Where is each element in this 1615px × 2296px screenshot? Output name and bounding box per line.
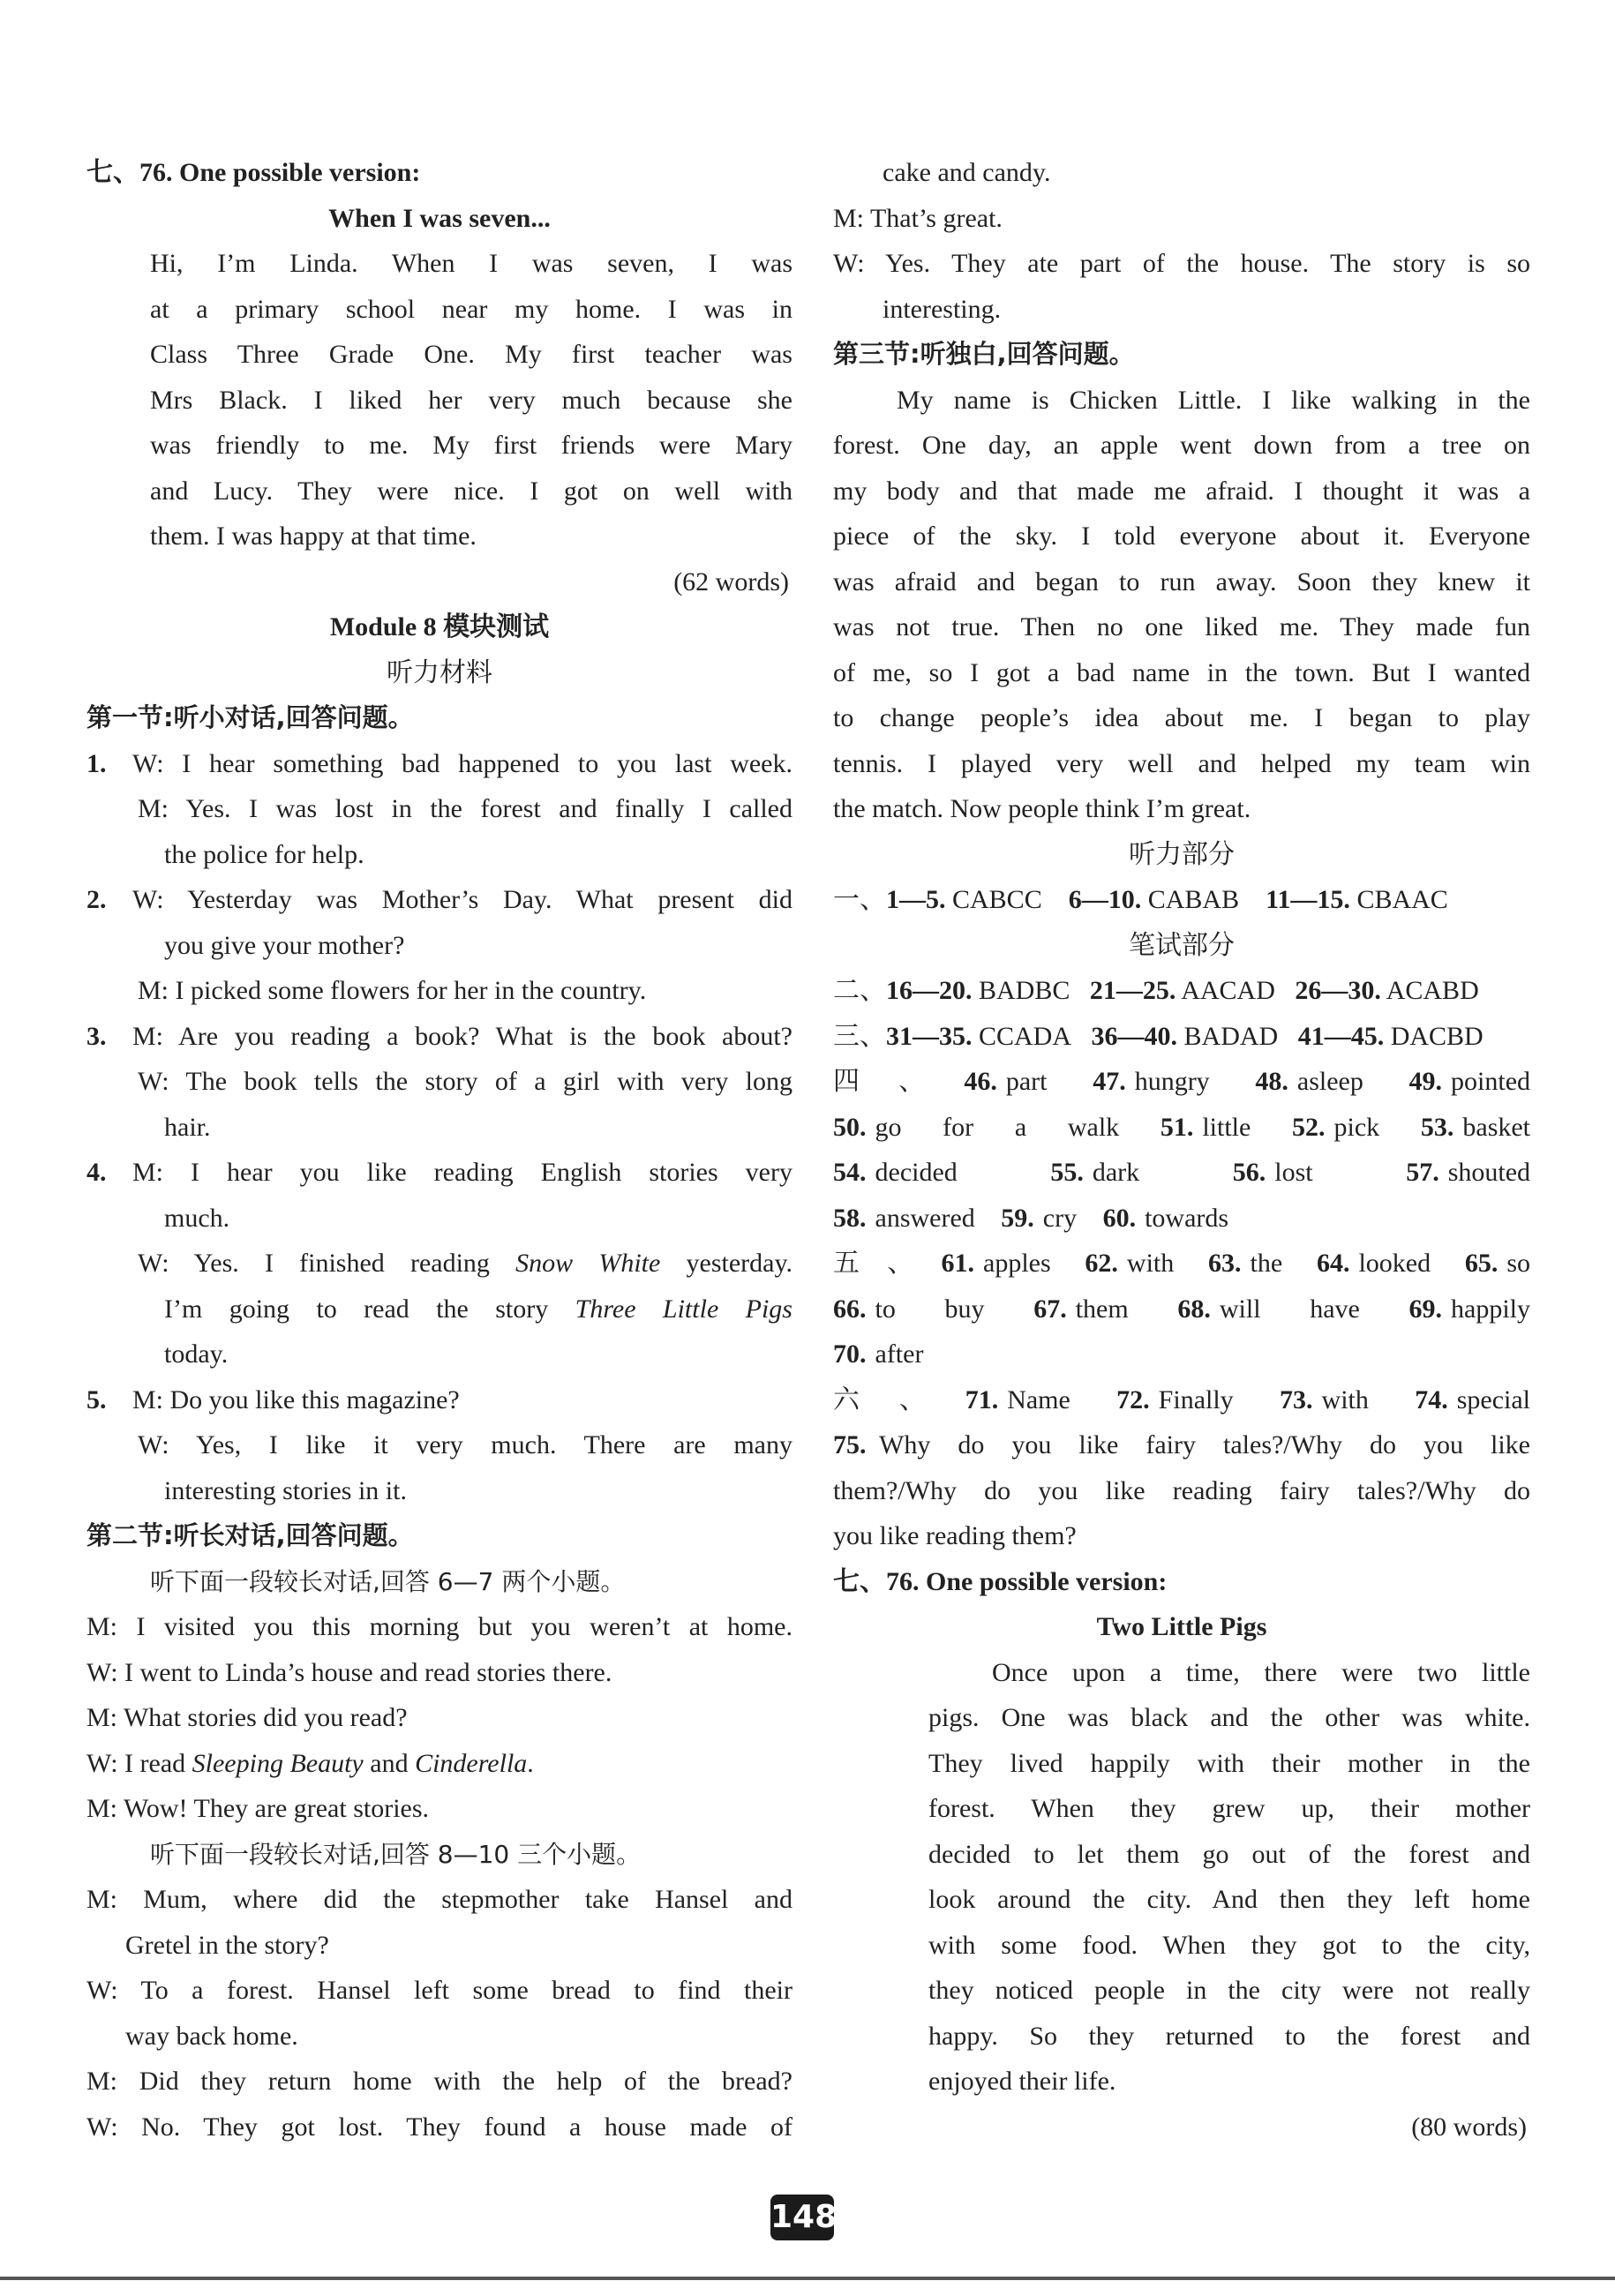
instruction: 听下面一段较长对话,回答 6—7 两个小题。 bbox=[150, 1566, 626, 1596]
essay-heading: 七、76. One possible version: bbox=[833, 1566, 1168, 1596]
dialogue-line: M: Mum, where did the stepmother take Hansel and bbox=[86, 1885, 792, 1914]
question-number: 73. bbox=[1280, 1384, 1313, 1414]
question-number: 51. bbox=[1160, 1112, 1194, 1142]
answer-value: basket bbox=[1462, 1112, 1531, 1142]
monologue-line: was not true. Then no one liked me. They made fun bbox=[833, 612, 1530, 642]
answer-line: you like reading them? bbox=[833, 1521, 1077, 1550]
question-number: 1. bbox=[86, 748, 107, 778]
answer-value: Finally bbox=[1158, 1384, 1234, 1414]
monologue-line: to change people’s idea about me. I began to play bbox=[833, 703, 1530, 732]
dialogue-line: M: What stories did you read? bbox=[86, 1703, 408, 1732]
question-number: 70. bbox=[833, 1339, 867, 1369]
listening-material-title: 听力材料 bbox=[387, 657, 492, 688]
question-line: M: I picked some flowers for her in the country. bbox=[138, 976, 647, 1005]
question-number: 61. bbox=[941, 1249, 975, 1278]
essay-line: Hi, I’m Linda. When I was seven, I was bbox=[150, 249, 792, 278]
question-number: 50. bbox=[833, 1112, 867, 1142]
monologue-line: the match. Now people think I’m great. bbox=[833, 794, 1251, 823]
dialogue-line: M: Did they return home with the help of the bread? bbox=[86, 2067, 792, 2096]
answer-row bbox=[833, 1241, 1530, 1287]
answer-value: hungry bbox=[1134, 1067, 1210, 1096]
page-number: 148 bbox=[770, 2195, 834, 2240]
answer-row: 一、1—5. CABCC 6—10. CABAB 11—15. CBAAC bbox=[833, 885, 1448, 914]
answer-group-6 bbox=[833, 1377, 1530, 1423]
essay-line: and Lucy. They were nice. I got on well with bbox=[150, 476, 792, 506]
question-line: 3. M: Are you reading a book? What is the book about? bbox=[86, 1014, 792, 1060]
essay-line: they noticed people in the city were not really bbox=[928, 1976, 1530, 2005]
monologue-line: piece of the sky. I told everyone about it. Everyone bbox=[833, 521, 1530, 551]
question-number: 46. bbox=[964, 1067, 997, 1096]
book-title: Cinderella bbox=[415, 1748, 528, 1778]
essay-line: with some food. When they got to the city, bbox=[928, 1930, 1530, 1960]
answer-value: them bbox=[1075, 1294, 1129, 1324]
answer-row bbox=[833, 1196, 1530, 1242]
question-number: 58. bbox=[833, 1203, 867, 1233]
monologue-line: was afraid and began to run away. Soon they knew it bbox=[833, 566, 1530, 597]
answer-value: pointed bbox=[1451, 1067, 1531, 1096]
question-number: 54. bbox=[833, 1158, 867, 1187]
essay-line: look around the city. And then they left home bbox=[928, 1885, 1530, 1914]
question-number: 52. bbox=[1292, 1112, 1326, 1142]
dialogue-line: way back home. bbox=[125, 2021, 298, 2051]
question-line: 4. M: I hear you like reading English stories very bbox=[86, 1150, 792, 1196]
monologue-line: my body and that made me afraid. I thought it was a bbox=[833, 476, 1530, 506]
answer-value: dark bbox=[1092, 1158, 1140, 1187]
essay-line: Class Three Grade One. My first teacher was bbox=[150, 340, 792, 369]
word-count: (62 words) bbox=[673, 566, 789, 597]
question-line: the police for help. bbox=[164, 839, 364, 869]
question-number: 60. bbox=[1102, 1203, 1137, 1233]
question-number: 72. bbox=[1116, 1384, 1150, 1414]
answer-group-4 bbox=[833, 1059, 1530, 1241]
answer-row bbox=[833, 1105, 1530, 1151]
question-number: 68. bbox=[1177, 1294, 1211, 1324]
word-count: (80 words) bbox=[1411, 2112, 1527, 2142]
monologue-line: of me, so I got a bad name in the town. But I wanted bbox=[833, 657, 1530, 687]
answer-row bbox=[833, 1059, 1530, 1105]
answer-line: them?/Why do you like reading fairy tales?/Why do bbox=[833, 1475, 1530, 1505]
question-number: 62. bbox=[1085, 1249, 1118, 1278]
section-heading: 第一节:听小对话,回答问题。 bbox=[86, 702, 414, 732]
essay-line: They lived happily with their mother in the bbox=[928, 1748, 1530, 1778]
listening-part-title: 听力部分 bbox=[1129, 838, 1235, 870]
instruction: 听下面一段较长对话,回答 8—10 三个小题。 bbox=[150, 1839, 642, 1869]
book-title: Sleeping Beauty bbox=[192, 1748, 364, 1778]
dialogue-line: W: I went to Linda’s house and read stories there. bbox=[86, 1657, 612, 1687]
essay-heading: 七、76. One possible version: bbox=[86, 158, 421, 187]
answer-row: 三、31—35. CCADA 36—40. BADAD 41—45. DACBD bbox=[833, 1021, 1484, 1051]
dialogue-line: cake and candy. bbox=[883, 158, 1051, 187]
answer-value: asleep bbox=[1296, 1067, 1363, 1096]
module-title: Module 8 模块测试 bbox=[329, 612, 550, 642]
answer-value: part bbox=[1005, 1067, 1048, 1096]
dialogue-line: interesting. bbox=[883, 294, 1002, 324]
essay-line: decided to let them go out of the forest and bbox=[928, 1839, 1530, 1869]
question-number: 66. bbox=[833, 1294, 867, 1324]
section-heading: 第二节:听长对话,回答问题。 bbox=[86, 1520, 414, 1550]
bottom-rule bbox=[0, 2277, 1615, 2280]
answer-value: looked bbox=[1358, 1249, 1431, 1278]
monologue-line: My name is Chicken Little. I like walking in the bbox=[897, 385, 1530, 415]
answer-value: go for a walk bbox=[875, 1112, 1120, 1142]
right-column bbox=[833, 150, 1530, 2150]
dialogue-line: W: No. They got lost. They found a house made of bbox=[86, 2112, 792, 2142]
answer-group-5 bbox=[833, 1241, 1530, 1377]
answer-value: decided bbox=[875, 1158, 958, 1187]
answer-value: apples bbox=[983, 1249, 1051, 1278]
question-number: 74. bbox=[1415, 1384, 1448, 1414]
answer-value: after bbox=[875, 1339, 924, 1369]
question-line: today. bbox=[164, 1339, 229, 1369]
dialogue-line: Gretel in the story? bbox=[125, 1930, 329, 1960]
book-title: Three Little Pigs bbox=[575, 1294, 792, 1324]
answer-row bbox=[833, 1150, 1530, 1196]
question-line: 1. W: I hear something bad happened to you last week. bbox=[86, 741, 792, 787]
question-number: 64. bbox=[1316, 1249, 1350, 1278]
essay-line: was friendly to me. My first friends were Mary bbox=[150, 431, 792, 460]
question-number: 49. bbox=[1408, 1067, 1443, 1096]
monologue-line: forest. One day, an apple went down from a tree on bbox=[833, 431, 1530, 460]
answer-value: with bbox=[1126, 1249, 1175, 1278]
question-line: W: Yes, I like it very much. There are many bbox=[138, 1430, 792, 1459]
answer-row bbox=[833, 1332, 1530, 1377]
question-line: you give your mother? bbox=[164, 930, 405, 960]
answer-value: to buy bbox=[875, 1294, 985, 1324]
dialogue-line: M: I visited you this morning but you weren’t at home. bbox=[86, 1612, 792, 1641]
essay-line: Mrs Black. I liked her very much because she bbox=[150, 385, 792, 415]
answer-value: towards bbox=[1145, 1203, 1229, 1233]
essay-line: at a primary school near my home. I was in bbox=[150, 294, 792, 324]
question-line: W: Yes. I finished reading Snow White yesterday. bbox=[138, 1249, 792, 1278]
answer-value: cry bbox=[1042, 1203, 1078, 1233]
answer-value: Name bbox=[1007, 1384, 1070, 1414]
essay-line: Once upon a time, there were two little bbox=[992, 1657, 1530, 1687]
question-number: 71. bbox=[965, 1384, 999, 1414]
section-marker: 六、 bbox=[833, 1384, 965, 1414]
question-number: 57. bbox=[1406, 1158, 1439, 1187]
question-number: 48. bbox=[1255, 1067, 1288, 1096]
section-marker: 五、 bbox=[833, 1249, 942, 1278]
question-number: 47. bbox=[1093, 1067, 1126, 1096]
essay-title: Two Little Pigs bbox=[1096, 1612, 1267, 1641]
question-line: much. bbox=[164, 1203, 230, 1233]
question-number: 3. bbox=[86, 1021, 107, 1051]
answer-value: will have bbox=[1219, 1294, 1360, 1324]
essay-line: them. I was happy at that time. bbox=[150, 521, 477, 551]
question-line: I’m going to read the story Three Little Pigs bbox=[164, 1294, 792, 1324]
section-heading: 第三节:听独白,回答问题。 bbox=[833, 339, 1135, 369]
question-line: 5. M: Do you like this magazine? bbox=[86, 1377, 792, 1423]
answer-value: little bbox=[1202, 1112, 1251, 1142]
question-number: 63. bbox=[1208, 1249, 1242, 1278]
question-line: M: Yes. I was lost in the forest and finally I called bbox=[138, 794, 792, 823]
answer-value: the bbox=[1250, 1249, 1283, 1278]
essay-line: forest. When they grew up, their mother bbox=[928, 1794, 1530, 1823]
question-line: hair. bbox=[164, 1112, 211, 1142]
question-number: 2. bbox=[86, 885, 107, 914]
written-part-title: 笔试部分 bbox=[1129, 929, 1235, 961]
monologue-line: tennis. I played very well and helped my team win bbox=[833, 748, 1530, 778]
question-number: 56. bbox=[1232, 1158, 1266, 1187]
question-number: 53. bbox=[1420, 1112, 1454, 1142]
question-number: 59. bbox=[1001, 1203, 1034, 1233]
question-line: W: The book tells the story of a girl with very long bbox=[138, 1067, 792, 1096]
essay-line: pigs. One was black and the other was white. bbox=[928, 1703, 1530, 1732]
answer-line: 75. Why do you like fairy tales?/Why do you like bbox=[833, 1422, 1530, 1468]
essay-line: enjoyed their life. bbox=[928, 2067, 1116, 2096]
book-title: Snow White bbox=[515, 1249, 661, 1278]
question-number: 75. bbox=[833, 1430, 867, 1459]
question-number: 55. bbox=[1050, 1158, 1084, 1187]
dialogue-line: W: To a forest. Hansel left some bread to find their bbox=[86, 1976, 792, 2005]
answer-row: 二、16—20. BADBC 21—25. AACAD 26—30. ACABD bbox=[833, 976, 1479, 1005]
answer-value: special bbox=[1456, 1384, 1531, 1414]
question-number: 5. bbox=[86, 1384, 107, 1414]
question-number: 4. bbox=[86, 1158, 107, 1187]
dialogue-line: M: Wow! They are great stories. bbox=[86, 1794, 430, 1823]
section-marker: 四、 bbox=[833, 1067, 965, 1096]
answer-value: shouted bbox=[1447, 1158, 1531, 1187]
answer-value: with bbox=[1321, 1384, 1369, 1414]
answer-value: so bbox=[1506, 1249, 1531, 1278]
question-number: 65. bbox=[1464, 1249, 1499, 1278]
answer-value: happily bbox=[1451, 1294, 1531, 1324]
question-number: 67. bbox=[1033, 1294, 1067, 1324]
answer-value: pick bbox=[1333, 1112, 1380, 1142]
question-line: interesting stories in it. bbox=[164, 1475, 407, 1505]
essay-title: When I was seven... bbox=[328, 203, 551, 233]
question-line: 2. W: Yesterday was Mother’s Day. What present did bbox=[86, 877, 792, 923]
answer-row bbox=[833, 1377, 1530, 1423]
essay-line: happy. So they returned to the forest and bbox=[928, 2021, 1530, 2051]
dialogue-line: M: That’s great. bbox=[833, 203, 1003, 233]
dialogue-line: W: Yes. They ate part of the house. The story is so bbox=[833, 249, 1530, 278]
answer-value: answered bbox=[875, 1203, 975, 1233]
answer-row bbox=[833, 1287, 1530, 1332]
dialogue-line: W: I read Sleeping Beauty and Cinderella. bbox=[86, 1748, 534, 1778]
question-number: 69. bbox=[1408, 1294, 1443, 1324]
left-column bbox=[86, 150, 792, 2150]
answer-value: lost bbox=[1274, 1158, 1313, 1187]
